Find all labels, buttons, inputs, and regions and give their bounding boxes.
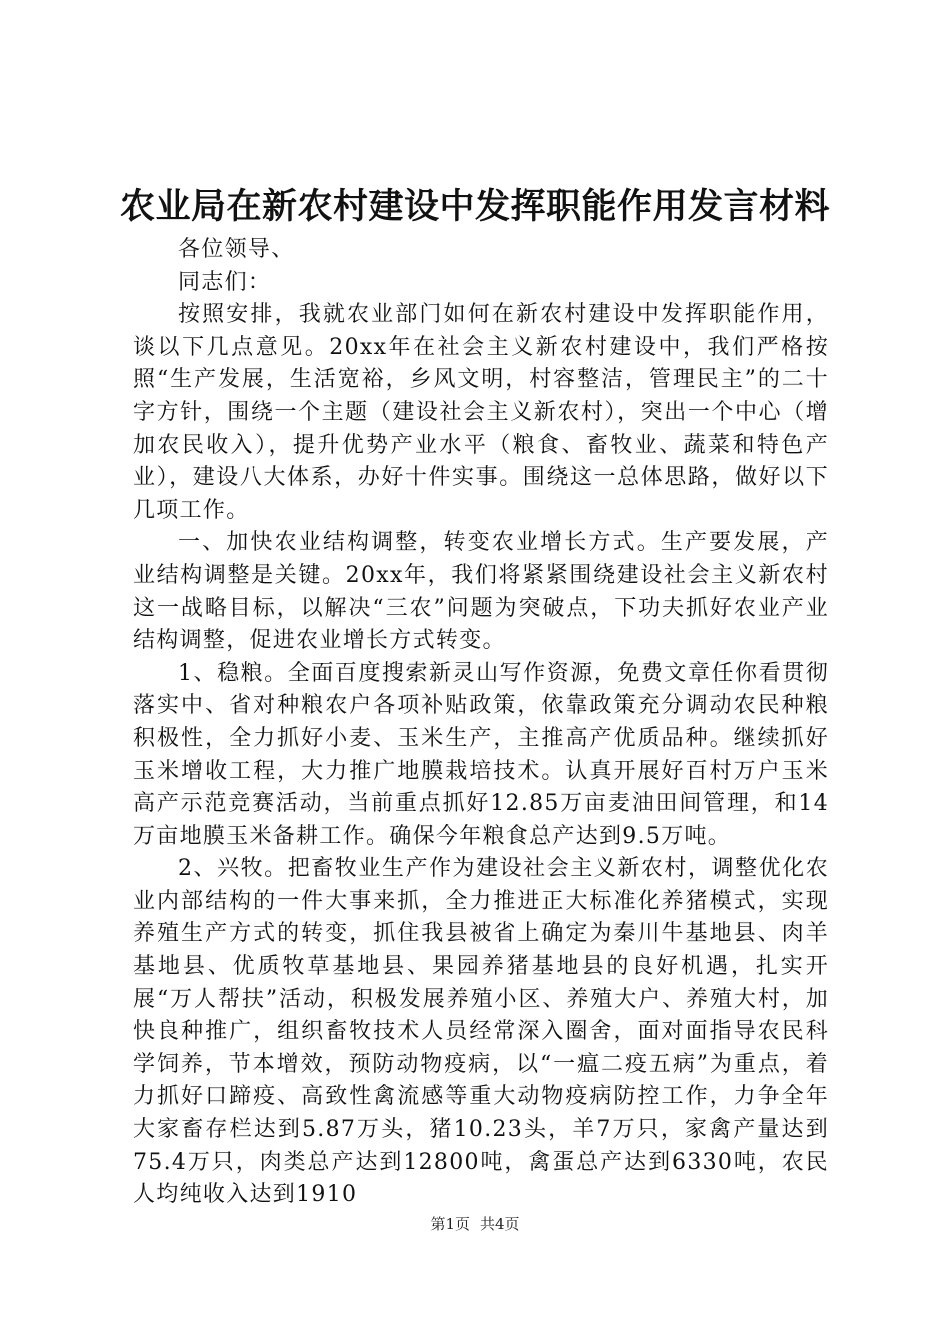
body-paragraph: 一、加快农业结构调整，转变农业增长方式。生产要发展，产业结构调整是关键。20xx年，我们将紧紧围绕建设社会主义新农村这一战略目标，以解决“三农”问题为突破点，下功夫抓好农业产业结构调整，促进农业增长方式转变。 <box>133 530 829 654</box>
body-paragraph: 2、兴牧。把畜牧业生产作为建设社会主义新农村，调整优化农业内部结构的一件大事来抓，全力推进正大标准化养猪模式，实现养殖生产方式的转变，抓住我县被省上确定为秦川牛基地县、肉羊基地县、优质牧草基地县、果园养猪基地县的良好机遇，扎实开展“万人帮扶”活动，积极发展养殖小区、养殖大户、养殖大村，加快良种推广，组织畜牧技术人员经常深入圈舍，面对面指导农民科学饲养，节本增效，预防动物疫病，以“一瘟二疫五病”为重点，着力抓好口蹄疫、高致性禽流感等重大动物疫病防控工作，力争全年大家畜存栏达到5.87万头，猪10.23头，羊7万只，家禽产量达到75.4万只，肉类总产达到12800吨，禽蛋总产达到6330吨，农民人均纯收入达到1910 <box>133 856 829 1208</box>
body-paragraph: 1、稳粮。全面百度搜索新灵山写作资源，免费文章任你看贯彻落实中、省对种粮农户各项补贴政策，依靠政策充分调动农民种粮积极性，全力抓好小麦、玉米生产，主推高产优质品种。继续抓好玉米增收工程，大力推广地膜栽培技术。认真开展好百村万户玉米高产示范竞赛活动，当前重点抓好12.85万亩麦油田间管理，和14万亩地膜玉米备耕工作。确保今年粮食总产达到9.5万吨。 <box>133 660 829 849</box>
body-paragraph: 按照安排，我就农业部门如何在新农村建设中发挥职能作用，谈以下几点意见。20xx年在社会主义新农村建设中，我们严格按照“生产发展，生活宽裕，乡风文明，村容整洁，管理民主”的二十字方针，围绕一个主题（建设社会主义新农村），突出一个中心（增加农民收入），提升优势产业水平（粮食、畜牧业、蔬菜和特色产业），建设八大体系，办好十件实事。围绕这一总体思路，做好以下几项工作。 <box>133 302 829 523</box>
document-title: 农业局在新农村建设中发挥职能作用发言材料 <box>119 187 830 227</box>
document-body <box>133 234 829 1212</box>
salutation-line: 同志们： <box>178 269 272 295</box>
page-footer <box>0 1214 950 1234</box>
page-total: 共4页 <box>480 1215 520 1233</box>
salutation-line: 各位领导、 <box>178 237 295 262</box>
page-number: 第1页 <box>430 1215 470 1233</box>
